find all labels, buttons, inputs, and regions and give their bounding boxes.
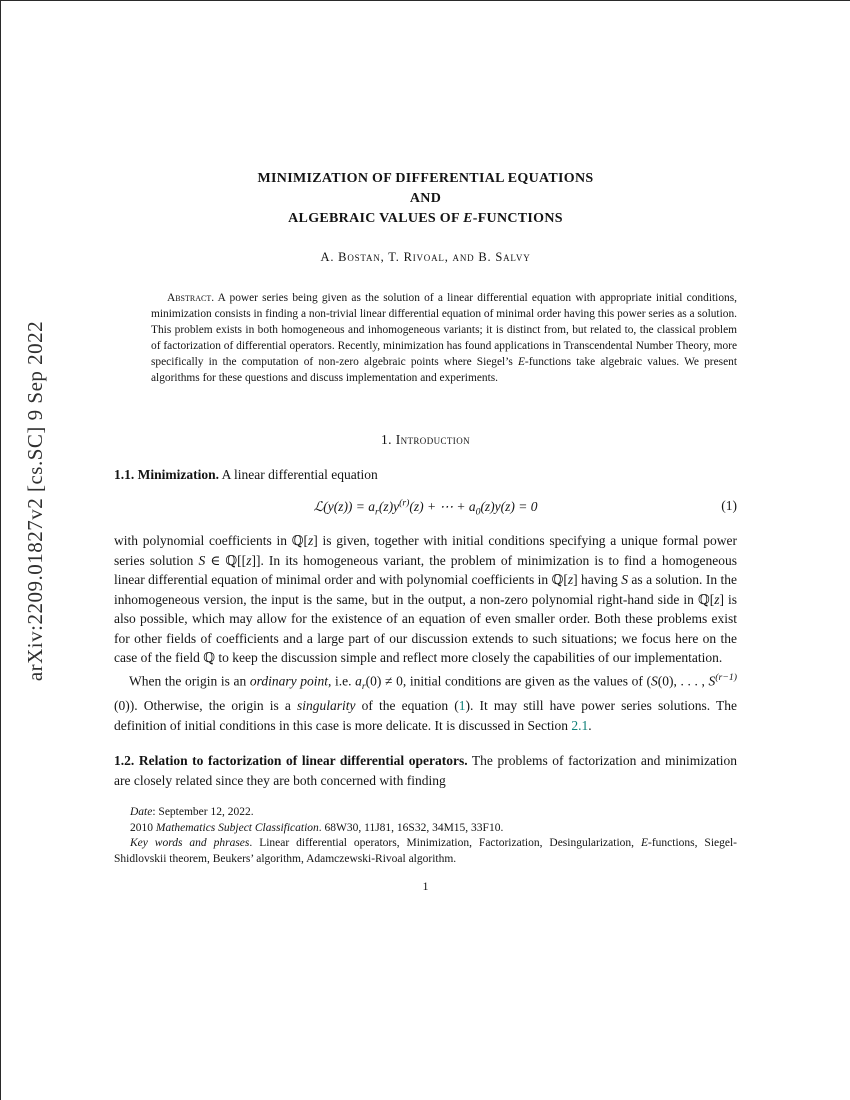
text-run: z: [714, 591, 720, 607]
title-line-1: MINIMIZATION OF DIFFERENTIAL EQUATIONS: [257, 171, 594, 186]
page-number: 1: [422, 879, 429, 894]
text-run: Date: [130, 806, 153, 819]
abstract-block: [151, 290, 737, 386]
text-run: z: [246, 552, 252, 568]
text-run: S: [708, 673, 716, 689]
text-run: -functions take algebraic values. We present algorithms for these questions and discuss implementation and experiments.: [151, 356, 737, 384]
text-run: (0)). Otherwise, the origin is a: [114, 698, 297, 714]
equation-1-tag: (1): [721, 497, 737, 513]
text-run: (0) ≠ 0, initial conditions are given as the values of (: [365, 673, 652, 689]
text-run: Key words and phrases: [130, 837, 250, 850]
paragraph: [114, 531, 737, 668]
paper-content: [114, 1, 737, 894]
text-run: r: [361, 680, 366, 692]
text-run: : September 12, 2022.: [152, 806, 254, 819]
text-run: with polynomial coefficients in: [114, 533, 292, 549]
text-run: , i.e.: [328, 673, 356, 689]
text-run: S: [621, 572, 628, 588]
paragraph: [114, 668, 737, 736]
text-run: .: [588, 717, 592, 733]
equation-1-ref-link[interactable]: 1: [458, 698, 466, 714]
text-run: ∈ ℚ[[: [205, 552, 247, 568]
body-text: [114, 465, 737, 790]
title-line-3: ALGEBRAIC VALUES OF E-FUNCTIONS: [288, 211, 563, 226]
text-run: ). It may still have power series solutions. The definition of initial conditions in this case is more delicate. It is discussed in Section: [114, 698, 737, 733]
text-run: E: [640, 837, 648, 850]
text-run: . Linear differential operators, Minimization, Factorization, Desingularization,: [249, 837, 641, 850]
equation-1-math: ℒ(y(z)) = $a_r(z)y^{(r)}(z)$ + ⋯ + $a_0(z)y(z) = 0$: [313, 497, 538, 518]
subsection-1-2-paragraph: [114, 751, 737, 790]
authors-line: A. Bostan, T. Rivoal, and B. Salvy: [320, 250, 531, 264]
text-run: (r−1): [715, 671, 737, 683]
section-heading-introduction: 1. Introduction: [381, 432, 470, 447]
text-run: -functions, Siegel-Shidlovskii theorem, Beukers’ algorithm, Adamczewski-Rivoal algorithm.: [114, 837, 738, 865]
text-run: 2010: [130, 821, 156, 834]
text-run: S: [651, 673, 658, 689]
footnotes-block: [114, 805, 737, 867]
equation-1: [114, 494, 737, 523]
text-run: ]]. In its homogeneous variant, the problem of minimization is to find a homogeneous linear differential equation of minimal order and with polynomial coefficients in ℚ[: [114, 552, 737, 588]
paper-title: [114, 169, 737, 229]
text-run: A power series being given as the solution of a linear differential equation with appropriate initial conditions, minimization consists in finding a non-trivial linear differential equation of minimal order having this power series as a solution. This problem exists in both homogeneous and inhomogeneous variants; it is distinct from, but related to, the classical problem of factorization of differential operators. Recently, minimization has found applications in Transcendental Number Theory, more specifically in the computation of non-zero algebraic points where Siegel’s: [151, 292, 737, 368]
text-run: ordinary point: [249, 673, 328, 689]
subsection-1-1-paragraph: [114, 465, 737, 485]
text-run: E: [517, 356, 525, 368]
text-run: The problems of factorization and minimization are closely related since they are both concerned with finding: [114, 753, 737, 788]
text-run: as a solution. In the inhomogeneous version, the input is the same, but in the output, a non-zero polynomial right-hand side in ℚ[: [114, 572, 737, 607]
subsection-1-2-heading: 1.2. Relation to factorization of linear differential operators.: [114, 753, 468, 769]
text-run: . 68W30, 11J81, 16S32, 34M15, 33F10.: [318, 821, 504, 834]
text-run: ] is also possible, which may allow for the existence of an equation of even smaller order. Both these problems exist for other fields of coefficients and a large part of our discussion extends to such situations; we focus here on the case of the field ℚ to keep the discussion simple and reflect more closely the capabilities of our implementation.: [114, 591, 738, 666]
text-run: ] having: [573, 572, 622, 588]
arxiv-watermark: arXiv:2209.01827v2 [cs.SC] 9 Sep 2022: [23, 320, 47, 682]
footnote-keywords: [114, 836, 737, 867]
text-run: a: [355, 673, 362, 689]
text-run: When the origin is an: [129, 673, 250, 689]
text-run: z: [567, 572, 574, 588]
text-run: of the equation (: [355, 698, 459, 714]
text-run: S: [198, 552, 206, 568]
text-run: (0), . . . ,: [657, 673, 709, 689]
footnote-msc: [114, 821, 737, 837]
subsection-1-1-heading: 1.1. Minimization.: [114, 467, 219, 482]
footnote-date: [114, 805, 737, 821]
title-line-2: AND: [409, 191, 442, 206]
abstract-label: Abstract.: [167, 292, 215, 304]
script-L-symbol: ℒ: [313, 499, 324, 514]
text-run: ℚ[: [291, 533, 308, 549]
text-run: A linear differential equation: [219, 467, 378, 482]
text-run: ] is given, together with initial conditions specifying a unique formal power series solution: [114, 533, 737, 568]
text-run: z: [307, 533, 314, 549]
section-2-1-ref-link[interactable]: 2.1: [571, 717, 589, 733]
text-run: singularity: [296, 698, 356, 714]
text-run: Mathematics Subject Classification: [155, 821, 319, 834]
